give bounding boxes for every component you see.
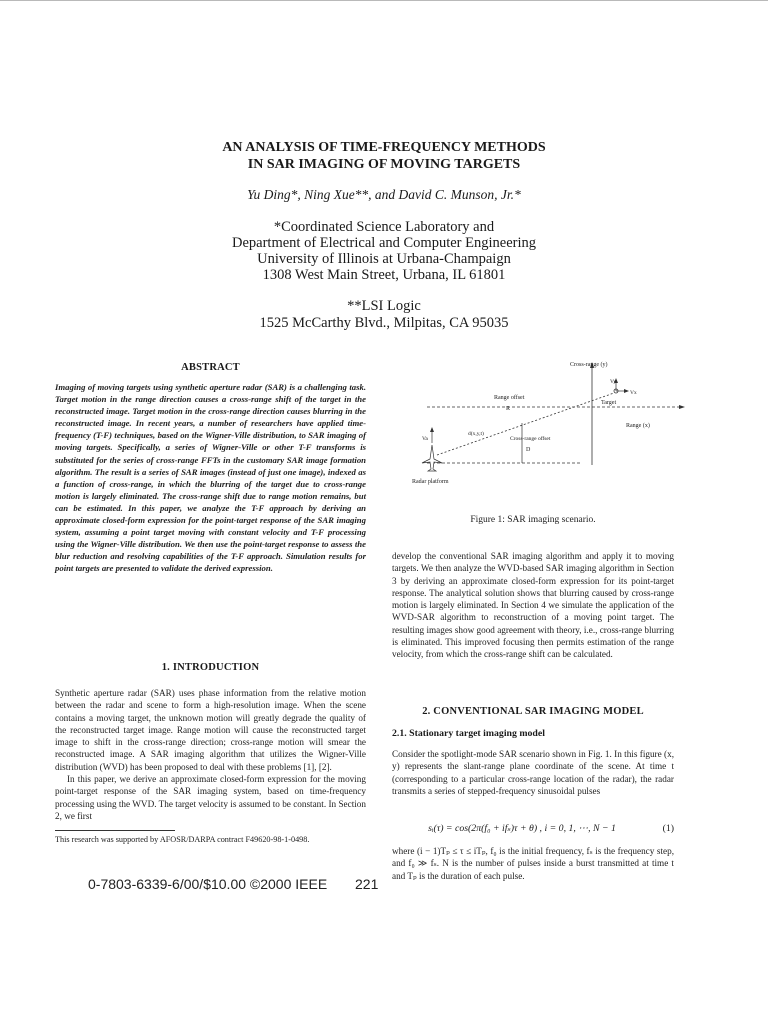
figure-caption: Figure 1: SAR imaging scenario. xyxy=(470,515,596,525)
stationary-target-paragraph: Consider the spotlight-mode SAR scenario shown in Fig. 1. In this figure (x, y) represents the slant-range plane coordinate of the scene. At time t (corresponding to a particular cross-range location of the radar), the radar transmits a series of stepped-frequency sinusoidal pulses xyxy=(392,749,674,796)
section-2-heading-wrap xyxy=(392,706,674,717)
paper-title-line-1: AN ANALYSIS OF TIME-FREQUENCY METHODS xyxy=(222,140,546,155)
footnote-rule xyxy=(55,830,175,831)
equation-explanation xyxy=(392,845,674,882)
cross-range-y-label: Cross-range (y) xyxy=(570,362,608,368)
intro-paragraph-2: In this paper, we derive an approximate closed-form expression for the moving point-target response of the SAR imaging system, based on time-frequency processing using the WVD. The target velocity is assumed to be constant. In Section 2, we first xyxy=(55,774,366,821)
radar-platform-label: Radar platform xyxy=(412,479,449,485)
paper-title-line-2: IN SAR IMAGING OF MOVING TARGETS xyxy=(247,157,521,172)
abstract-text: Imaging of moving targets using synthetic aperture radar (SAR) is a challenging task. Target motion in the range direction causes a cross-range shift of the target in the reconstructed image. Target motion in the cross-range direction causes blurring in the reconstructed image. In recent years, a number of researchers have applied time-frequency (T-F) techniques, based on the Wigner-Ville distribution, to SAR imaging of moving targets. Specifically, a series of Wigner-Ville or other T-F transforms is substituted for the series of cross-range FFTs in the customary SAR image formation algorithm. The result is a series of SAR images (instead of just one image), indexed as a function of cross-range, in which the blurring of the target due to cross-range motion is largely eliminated. The cross-range shift due to range motion remains, but can be estimated. In this paper, we analyze the T-F approach by deriving an approximate closed-form expression for the point-target response of the SAR imaging system, assuming a point target moving with constant velocity and T-F processing using the Wigner-Ville distribution. We then use the point-target response to assess the blur reduction and resolving capabilities of the T-F approach. Simulation results for point targets are presented to validate the derived expression. xyxy=(55,382,366,574)
right-column-intro xyxy=(392,550,674,661)
intro-section xyxy=(55,687,366,822)
affiliation-2-line-1: **LSI Logic xyxy=(347,298,421,314)
intro-heading-wrap xyxy=(55,662,366,673)
subsection-2-1-heading: 2.1. Stationary target imaging model xyxy=(392,728,545,739)
vx-arrowhead xyxy=(624,389,629,393)
section-2-heading: 2. CONVENTIONAL SAR IMAGING MODEL xyxy=(422,706,644,717)
va-label: Va xyxy=(422,436,428,442)
range-arrowhead xyxy=(679,405,685,409)
subsection-2-1-heading-wrap xyxy=(392,728,674,739)
cross-range-offset-d-label: D xyxy=(526,447,531,453)
top-border xyxy=(0,0,768,1)
target-label: Target xyxy=(601,400,617,406)
copyright-line: 0-7803-6339-6/00/$10.00 ©2000 IEEE xyxy=(88,876,328,892)
range-offset-r-label: R xyxy=(506,406,511,412)
va-arrowhead xyxy=(430,427,434,432)
intro-paragraph-1: Synthetic aperture radar (SAR) uses phase information from the relative motion between the radar and scene to form a high-resolution image. When the scene contains a moving target, the unknown motion will greatly degrade the quality of the reconstructed target image. Range motion will cause the reconstructed target image to shift in the cross-range direction; cross-range motion will smear the reconstructed image. A SAR imaging algorithm that utilizes the Wigner-Ville distribution (WVD) has been proposed to deal with these problems [1], [2]. xyxy=(55,688,366,772)
introduction-heading: 1. INTRODUCTION xyxy=(161,662,260,673)
affiliation-1-line-2: Department of Electrical and Computer Engineering xyxy=(232,235,536,251)
cross-range-offset-label: Cross-range offset xyxy=(510,436,551,442)
vx-label: Vx xyxy=(630,390,637,396)
equation-1-number: (1) xyxy=(662,823,674,834)
abstract-heading: ABSTRACT xyxy=(181,362,240,373)
subsection-2-1-body xyxy=(392,748,674,797)
abstract-section xyxy=(55,381,366,575)
equation-explanation-paragraph: where (i − 1)Tₚ ≤ τ ≤ iTₚ, f₀ is the initial frequency, fₛ is the frequency step, and f₀ ≫ fₛ. N is the number of pulses inside a burst transmitted at time t and Tₚ is the duration of each pulse. xyxy=(392,846,674,881)
range-offset-label: Range offset xyxy=(494,395,525,401)
author-list: Yu Ding*, Ning Xue**, and David C. Munson, Jr.* xyxy=(247,187,521,202)
page-number: 221 xyxy=(355,876,379,892)
affiliation-2-line-2: 1525 McCarthy Blvd., Milpitas, CA 95035 xyxy=(259,315,509,331)
line-of-sight xyxy=(437,393,617,455)
vy-label: Vy xyxy=(610,379,617,385)
abstract-heading-wrap xyxy=(55,362,366,373)
intro-continued-paragraph: develop the conventional SAR imaging algorithm and apply it to moving targets. We then analyze the WVD-based SAR imaging algorithm in Section 3 by deriving an approximate closed-form expression for its point-target response. The analytical solution shows that blurring caused by cross-range motion is largely eliminated. In Section 4 we simulate the application of the WVD-SAR algorithm to reconstruction of a moving point target. The resulting images show good agreement with theory, i.e., cross-range blurring is eliminated. This improved focusing then permits estimation of the range velocity, from which the cross-range shift can be calculated. xyxy=(392,551,674,660)
affiliation-1-line-1: *Coordinated Science Laboratory and xyxy=(273,219,495,235)
range-x-label: Range (x) xyxy=(626,423,650,429)
equation-1-body: sᵢ(τ) = cos(2π(f₀ + ifₛ)τ + θ) , i = 0, 1, ⋯, N − 1 xyxy=(428,823,616,834)
airplane-icon xyxy=(422,445,442,471)
affiliation-1-line-4: 1308 West Main Street, Urbana, IL 61801 xyxy=(262,267,506,283)
sar-scenario-figure xyxy=(392,355,692,495)
distance-label: d(x,y,t) xyxy=(468,431,484,437)
funding-footnote: This research was supported by AFOSR/DARPA contract F49620-98-1-0498. xyxy=(55,835,310,844)
affiliation-1-line-3: University of Illinois at Urbana-Champaign xyxy=(257,251,511,267)
